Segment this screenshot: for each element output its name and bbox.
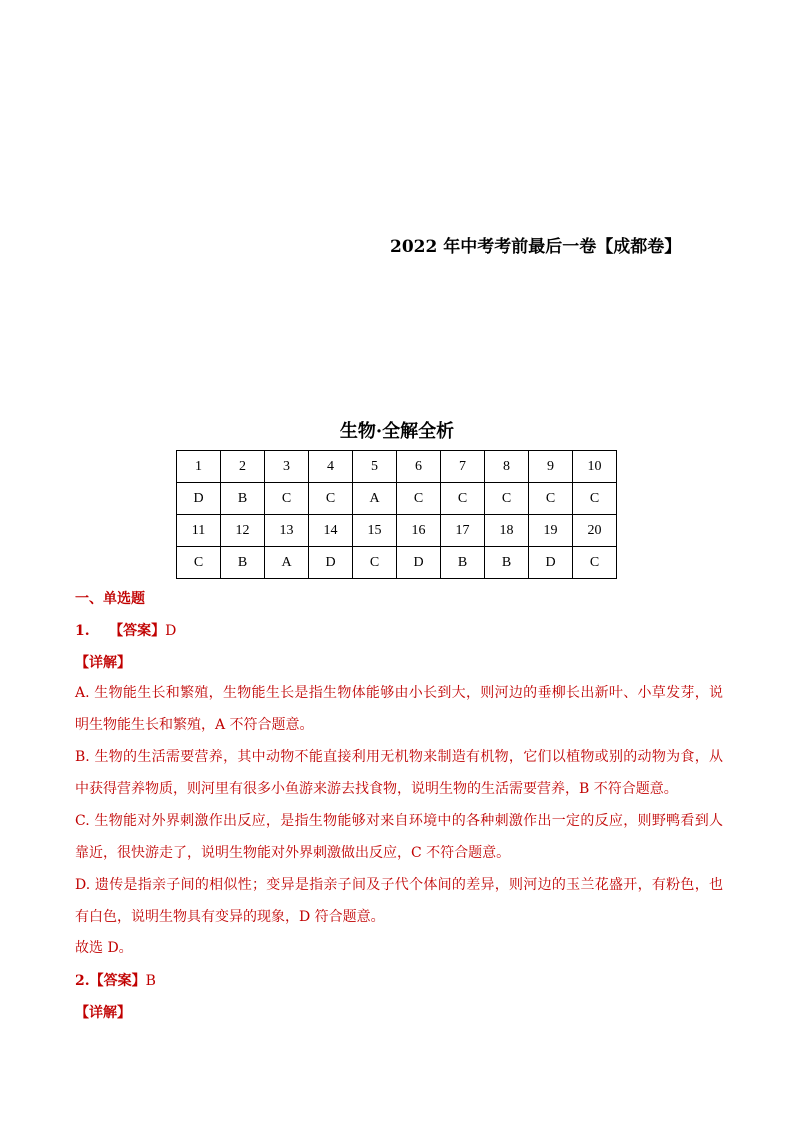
answer-cell: A: [353, 483, 397, 515]
answer-cell: C: [177, 547, 221, 579]
answer-key-table: [176, 450, 617, 579]
question-number-cell: 11: [177, 515, 221, 547]
q1-answer-line: [75, 620, 176, 640]
answer-cell: C: [353, 547, 397, 579]
question-number-cell: 2: [221, 451, 265, 483]
question-number-row: [177, 451, 617, 483]
answer-cell: C: [397, 483, 441, 515]
answer-cell: B: [221, 547, 265, 579]
q1-option-d: D. 遗传是指亲子间的相似性；变异是指亲子间及子代个体间的差异，则河边的玉兰花盛开，有粉色，也有白色，说明生物具有变异的现象，D 符合题意。: [75, 877, 723, 925]
exam-title: 2022 年中考考前最后一卷【成都卷】: [390, 237, 682, 257]
q1-number: 1.: [75, 623, 90, 639]
question-number-cell: 6: [397, 451, 441, 483]
q1-conclusion: 故选 D。: [75, 940, 133, 956]
q2-answer-value: B: [145, 973, 156, 989]
answer-cell: C: [573, 547, 617, 579]
question-number-cell: 19: [529, 515, 573, 547]
question-number-cell: 20: [573, 515, 617, 547]
q2-number: 2.: [75, 973, 90, 989]
answer-cell: B: [441, 547, 485, 579]
question-number-cell: 15: [353, 515, 397, 547]
question-number-cell: 3: [265, 451, 309, 483]
question-number-cell: 7: [441, 451, 485, 483]
q1-option-c: C. 生物能对外界刺激作出反应，是指生物能够对来自环境中的各种刺激作出一定的反应，则野鸭看到人靠近，很快游走了，说明生物能对外界刺激做出反应，C 不符合题意。: [75, 813, 723, 861]
answer-cell: C: [573, 483, 617, 515]
question-number-cell: 17: [441, 515, 485, 547]
q1-answer-label: 【答案】: [109, 623, 166, 639]
answer-row: [177, 547, 617, 579]
question-number-cell: 18: [485, 515, 529, 547]
q1-option-a: A. 生物能生长和繁殖，生物能生长是指生物体能够由小长到大，则河边的垂柳长出新叶、小草发芽，说明生物能生长和繁殖，A 不符合题意。: [75, 685, 723, 733]
answer-cell: D: [177, 483, 221, 515]
question-number-cell: 12: [221, 515, 265, 547]
question-number-cell: 4: [309, 451, 353, 483]
answer-cell: C: [529, 483, 573, 515]
q1-answer-value: D: [165, 623, 177, 639]
answer-cell: C: [441, 483, 485, 515]
answer-row: [177, 483, 617, 515]
q2-answer-label: 【答案】: [89, 973, 146, 989]
question-number-row: [177, 515, 617, 547]
answer-cell: B: [221, 483, 265, 515]
answer-cell: A: [265, 547, 309, 579]
question-number-cell: 10: [573, 451, 617, 483]
answer-cell: D: [309, 547, 353, 579]
question-number-cell: 9: [529, 451, 573, 483]
q1-option-b: B. 生物的生活需要营养，其中动物不能直接利用无机物来制造有机物，它们以植物或别的动物为食，从中获得营养物质，则河里有很多小鱼游来游去找食物，说明生物的生活需要营养，B 不符合题意。: [75, 749, 723, 797]
answer-cell: C: [485, 483, 529, 515]
answer-cell: C: [265, 483, 309, 515]
question-number-cell: 14: [309, 515, 353, 547]
answer-cell: B: [485, 547, 529, 579]
question-number-cell: 13: [265, 515, 309, 547]
answer-cell: C: [309, 483, 353, 515]
section-title: 一、单选题: [75, 591, 145, 607]
question-number-cell: 16: [397, 515, 441, 547]
question-number-cell: 5: [353, 451, 397, 483]
q2-answer-line: [75, 970, 156, 990]
question-number-cell: 1: [177, 451, 221, 483]
answer-cell: D: [397, 547, 441, 579]
q2-detail-label: 【详解】: [75, 1005, 131, 1021]
q1-detail-label: 【详解】: [75, 655, 131, 671]
subject-title: 生物·全解全析: [339, 421, 455, 442]
answer-cell: D: [529, 547, 573, 579]
question-number-cell: 8: [485, 451, 529, 483]
